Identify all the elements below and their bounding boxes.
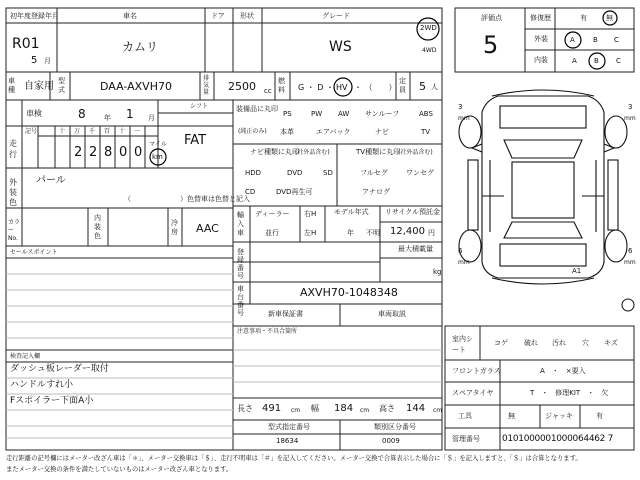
navi-item: CD [245, 188, 256, 196]
usage-value: 自家用 [24, 81, 54, 92]
diagram-unit: mm [458, 115, 470, 122]
equipment-label: 装備品に丸印 [236, 105, 278, 113]
exterior-note: （ ）色替車は色替と記入 [124, 195, 250, 203]
exterior-grade-b: B [593, 36, 598, 44]
inspector-line: Fスポイラー下面A小 [10, 396, 94, 406]
diagram-num: 6 [458, 247, 463, 255]
warranty-label: 新車保証書 [268, 310, 303, 318]
width-unit: cm [360, 407, 370, 414]
seat-item: 汚れ [552, 339, 566, 347]
chassis-value: AXVH70-1048348 [300, 286, 398, 299]
model-value: DAA-AXVH70 [100, 80, 172, 93]
grade-label: グレード [322, 12, 350, 20]
tools-value: 無 [508, 412, 515, 420]
mileage-label: 走行 [9, 139, 17, 159]
mileage-col-ju: 十 [119, 128, 126, 135]
model-label: 型式 [58, 77, 65, 94]
cc-unit: cc [264, 87, 272, 95]
car-name-value: カムリ [122, 40, 159, 54]
diagram-unit: mm [624, 115, 636, 122]
navi-item: DVD [287, 169, 303, 177]
exterior-grade-c: C [614, 36, 619, 44]
spare-label: スペアタイヤ [452, 389, 494, 397]
inspection-year: 8 [78, 107, 86, 121]
seat-item: 穴 [582, 339, 589, 347]
footer-line-2: またメーター交換の条件を満たしていないものはメーター改ざん車となります。 [6, 466, 233, 473]
height-value: 144 [406, 403, 426, 414]
interior-grade-label: 内装 [534, 56, 548, 64]
width-label: 幅 [311, 404, 319, 413]
grade-value: WS [329, 39, 352, 55]
interior-color-label: 内装色 [94, 214, 101, 240]
shift-label: シフト [190, 103, 209, 110]
inspection-year-unit: 年 [104, 114, 111, 122]
designation-value: 18634 [276, 437, 299, 445]
seat-item: コゲ [494, 339, 508, 347]
reg-no-label: 登録番号 [237, 248, 244, 280]
diagram-num: 6 [628, 247, 633, 255]
equipment-item: ナビ [375, 128, 389, 136]
diagram-unit: mm [458, 259, 470, 266]
equipment-item: 本革 [280, 128, 294, 136]
mileage-unit-mile: マイル [149, 141, 167, 148]
equipment-item: エアバック [316, 128, 351, 136]
seat-item: キズ [604, 339, 618, 347]
mileage-digit: 0 [119, 145, 128, 160]
fuel-label: 燃料 [278, 77, 285, 94]
import-right: 右H [304, 210, 317, 218]
import-label: 輸入車 [237, 211, 244, 237]
admin-value: 0101000001000064462 7 [502, 434, 614, 444]
recycle-value: 12,400 [390, 226, 425, 237]
equipment-item: サンルーフ [365, 110, 400, 118]
tv-item: ワンセグ [406, 169, 434, 177]
diagram-unit: mm [624, 259, 636, 266]
shape-label: 形状 [240, 12, 254, 20]
load-unit: kg [433, 268, 442, 276]
navi-label: ナビ種類に丸印 [250, 148, 299, 156]
import-left: 左H [304, 229, 317, 237]
navi-item: SD [323, 169, 333, 177]
interior-grade-b: B [594, 57, 599, 65]
length-value: 491 [262, 403, 282, 414]
spare-tire-icon [622, 299, 634, 311]
drive-4wd: 4WD [422, 47, 437, 54]
equipment-sub: (純正のみ) [238, 128, 267, 135]
manual-label: 車両取説 [378, 310, 406, 318]
mileage-col-10man: 十 [59, 128, 66, 135]
capacity-unit: 人 [431, 83, 438, 91]
glass-label: フロントガラス [452, 367, 501, 375]
color-no-label: カラーNo. [8, 219, 21, 242]
equipment-item: AW [338, 110, 350, 118]
model-year-unit: 年 [347, 229, 354, 237]
jack-value: 有 [596, 412, 603, 420]
mileage-col-sen: 千 [89, 128, 96, 135]
import-parallel: 並行 [265, 229, 279, 237]
seat-label: 室内シート [452, 335, 473, 354]
first-reg-month: 5 [31, 55, 38, 66]
glass-options: A ・ ×要入 [540, 367, 586, 375]
width-value: 184 [334, 403, 354, 414]
door-label: ドア [211, 12, 225, 20]
class-value: 0009 [382, 437, 400, 445]
mileage-col-man: 万 [74, 128, 81, 135]
height-label: 高さ [379, 404, 395, 413]
length-label: 長さ [237, 404, 253, 413]
fuel-options: G ・ D ・ [298, 83, 334, 92]
designation-label: 型式指定番号 [268, 423, 310, 431]
mileage-digit: 2 [89, 145, 98, 160]
length-unit: cm [291, 407, 301, 414]
mileage-unit-km: km [152, 153, 163, 161]
diagram-a1: A1 [572, 267, 582, 275]
inspector-line: ダッシュ板レーダー取付 [10, 364, 109, 374]
equipment-item: PW [311, 110, 323, 118]
exterior-label: 外装色 [9, 178, 17, 207]
mileage-note-col: 記号 [25, 128, 38, 135]
mileage-digit: 0 [134, 145, 143, 160]
tv-label: TV種類に丸印 [356, 148, 401, 156]
mileage-col-ichi: 一 [134, 128, 141, 135]
tools-label: 工具 [458, 412, 472, 420]
spare-options: T ・ 修理KIT ・ 欠 [530, 389, 609, 397]
repair-label: 修復歴 [530, 14, 551, 22]
repair-yes: 有 [580, 14, 587, 22]
capacity-value: 5 [419, 80, 426, 93]
fuel-selected: HV [336, 83, 348, 92]
import-dealer: ディーラー [255, 210, 290, 218]
inspector-line: ハンドルすれ小 [10, 380, 74, 390]
tv-item: フルセグ [360, 169, 388, 177]
drive-2wd: 2WD [420, 24, 437, 32]
score-value: 5 [483, 31, 499, 59]
inspector-label: 検査記入欄 [10, 353, 41, 360]
inspection-label: 車検 [26, 109, 42, 118]
tv-item: アナログ [362, 188, 390, 196]
sales-point-label: セールスポイント [10, 249, 58, 256]
interior-grade-c: C [616, 57, 621, 65]
first-reg-month-unit: 月 [44, 57, 51, 65]
car-diagram [459, 90, 627, 284]
class-label: 類別区分番号 [374, 423, 416, 431]
first-reg-label: 初年度登録年月 [10, 12, 59, 20]
interior-grade-a: A [572, 57, 577, 65]
exterior-grade-a: A [570, 36, 575, 44]
chassis-label: 車台番号 [237, 285, 244, 317]
navi-item: DVD再生可 [276, 188, 313, 196]
capacity-label: 定員 [399, 77, 406, 94]
score-label: 評価点 [481, 14, 502, 22]
ac-value: AAC [196, 222, 219, 235]
recycle-unit: 円 [428, 229, 435, 237]
admin-label: 管理番号 [452, 435, 480, 443]
model-year-value: 不明 [366, 229, 380, 237]
diagram-num: 3 [458, 103, 463, 111]
fuel-other: ・ （ ） [354, 83, 397, 92]
height-unit: cm [433, 407, 443, 414]
footer-line-1: 走行距離の記号欄にはメーター改ざん車は「＊」、メーター交換車は「＄」、走行不明車は「＃」を記入してください。メーター交換で合算表示した場合に「＄」を記入しますと、「＄」は合算となります。 [6, 455, 582, 462]
equipment-item: TV [421, 128, 431, 136]
load-label: 最大積載量 [398, 245, 433, 253]
first-reg-year: R01 [12, 36, 40, 52]
displacement-value: 2500 [228, 80, 256, 93]
exterior-grade-label: 外装 [534, 35, 548, 43]
category-label: 車種 [8, 77, 15, 94]
navi-sub: (社外品含む) [295, 149, 330, 156]
repair-no: 無 [606, 14, 613, 22]
exterior-value: パール [36, 175, 66, 186]
displacement-label: 排気量 [203, 75, 210, 96]
jack-label: ジャッキ [545, 412, 573, 420]
tv-sub: (社外品含む) [398, 149, 433, 156]
model-year-label: モデル年式 [334, 208, 369, 216]
equipment-item: PS [283, 110, 292, 118]
shift-value: FAT [184, 133, 207, 148]
ac-label: 冷房 [171, 219, 178, 236]
mileage-col-hyaku: 百 [104, 128, 111, 135]
mileage-digit: 8 [104, 145, 113, 160]
diagram-num: 3 [628, 103, 633, 111]
car-name-label: 車名 [123, 12, 137, 20]
mileage-digit: 2 [74, 145, 83, 160]
navi-item: HDD [245, 169, 262, 177]
notes-label: 注意事項・不具合箇所 [237, 328, 298, 335]
inspection-month: 1 [126, 107, 134, 121]
recycle-label: リサイクル預託金 [385, 208, 441, 216]
inspection-month-unit: 月 [148, 114, 155, 122]
seat-item: 破れ [524, 339, 538, 347]
equipment-item: ABS [419, 110, 433, 118]
